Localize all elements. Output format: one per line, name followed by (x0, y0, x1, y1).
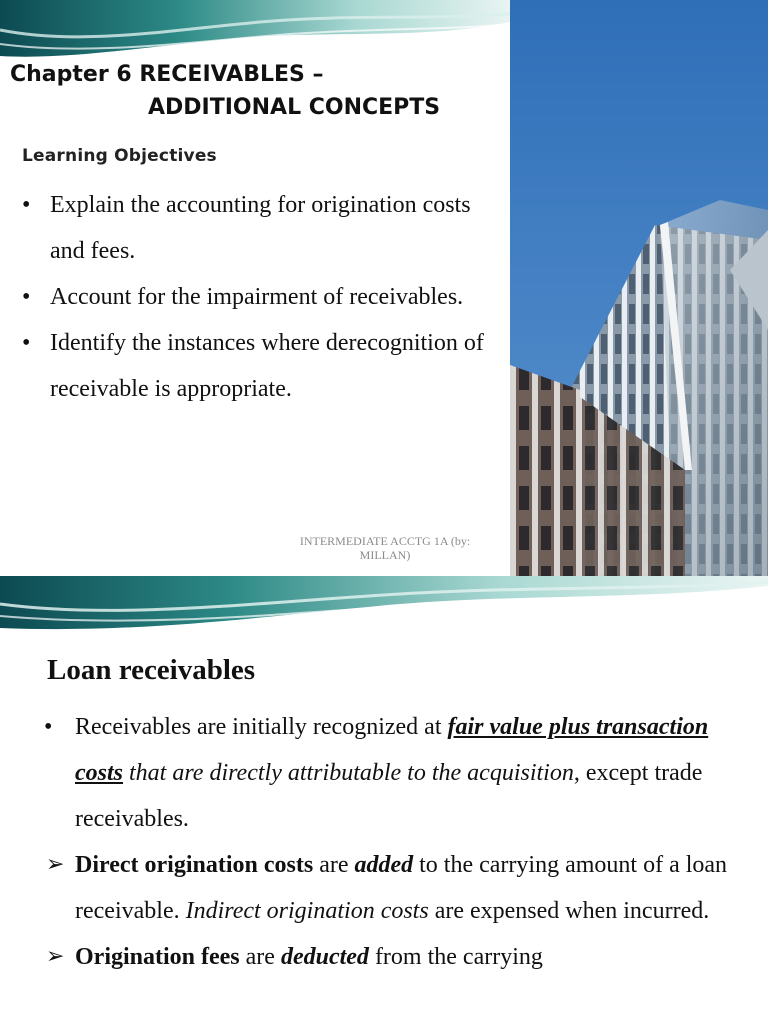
objective-item (20, 320, 490, 412)
text-run: are (239, 944, 281, 970)
emphasis-deducted: deducted (280, 944, 369, 970)
objective-text: Explain the accounting for origination costs and fees. (50, 192, 471, 264)
text-run: to the carrying amount of a loan receivable. (75, 852, 728, 924)
term-indirect-origination-costs: Indirect origination costs (185, 898, 429, 924)
chapter-title-line-1: Chapter 6 RECEIVABLES – (10, 62, 324, 87)
paragraph-direct-origination-costs (44, 842, 744, 934)
bullet-icon: • (22, 284, 31, 310)
building-photo (510, 0, 768, 576)
emphasis-fair-value: fair value plus transaction costs (75, 714, 709, 786)
objective-item (20, 274, 490, 320)
arrow-bullet-icon: ➢ (46, 852, 65, 877)
text-run: , except trade receivables. (75, 760, 703, 832)
emphasis-added: added (354, 852, 414, 878)
slide-1-content (0, 0, 510, 576)
arrow-bullet-icon: ➢ (46, 944, 65, 969)
objective-text: Account for the impairment of receivables. (50, 284, 464, 310)
learning-objectives-heading: Learning Objectives (22, 146, 217, 166)
loan-receivables-title: Loan receivables (47, 654, 256, 686)
objective-item (20, 182, 490, 274)
objective-text: Identify the instances where derecognition of receivable is appropriate. (50, 330, 484, 402)
bullet-icon: • (22, 192, 31, 218)
chapter-title (10, 58, 505, 124)
paragraph-origination-fees (44, 934, 744, 980)
slide-2-wave-banner (0, 576, 768, 636)
bullet-icon: • (44, 714, 53, 740)
text-run: Receivables are initially recognized at (75, 714, 448, 740)
term-direct-origination-costs: Direct origination costs (75, 852, 314, 878)
paragraph-initial-recognition (44, 704, 744, 842)
term-origination-fees: Origination fees (75, 944, 240, 970)
bullet-icon: • (22, 330, 31, 356)
text-run: are expensed when incurred. (428, 898, 710, 924)
slide-footer: INTERMEDIATE ACCTG 1A (by: MILLAN) (299, 534, 471, 562)
text-run: are (313, 852, 355, 878)
loan-receivables-body (44, 704, 744, 980)
chapter-title-line-2: ADDITIONAL CONCEPTS (148, 95, 441, 120)
text-run-italic: that are directly attributable to the acquisition (123, 760, 574, 786)
text-run: from the carrying (368, 944, 543, 970)
learning-objectives-list (20, 182, 490, 412)
